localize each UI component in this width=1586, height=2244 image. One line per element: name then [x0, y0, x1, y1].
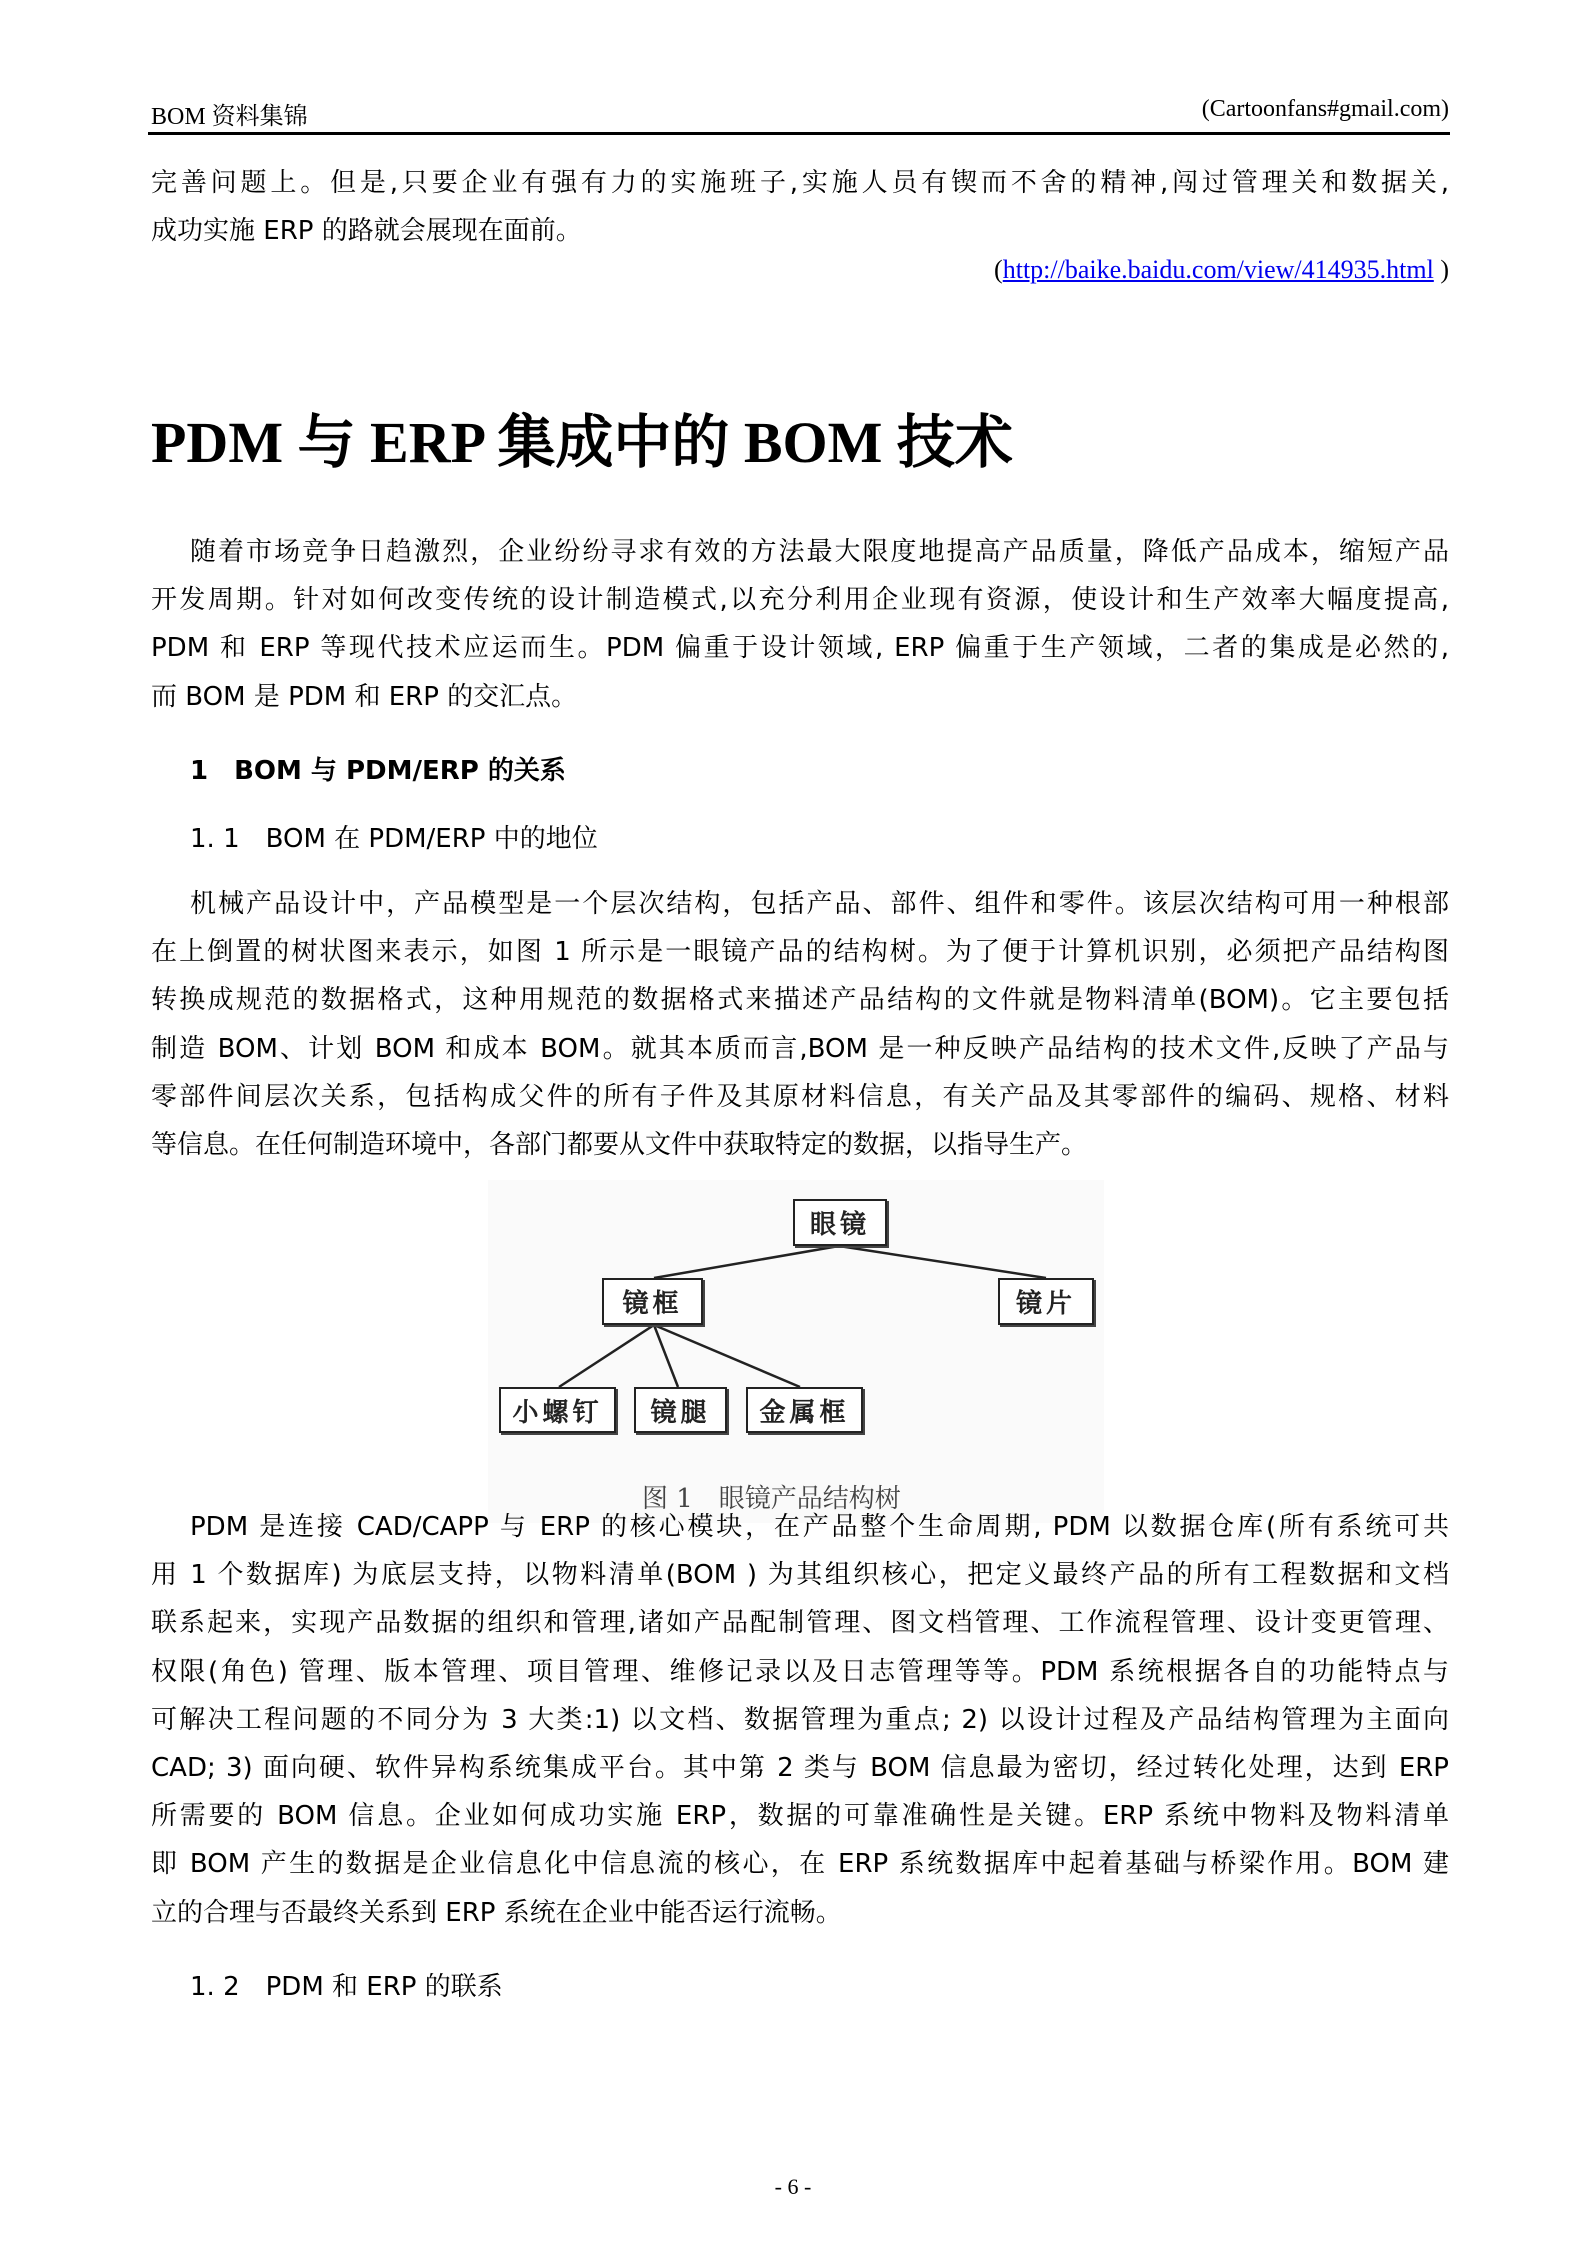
paragraph-line: 即 BOM 产生的数据是企业信息化中信息流的核心，在 ERP 系统数据库中起着基础与桥梁作用。BOM 建	[151, 1849, 1449, 1880]
node-metal-frame: 金属框	[746, 1387, 863, 1433]
edge-root-frame	[654, 1246, 839, 1278]
header-rule	[148, 132, 1450, 135]
paragraph-line: 立的合理与否最终关系到 ERP 系统在企业中能否运行流畅。	[151, 1897, 842, 1928]
node-screw: 小螺钉	[499, 1387, 616, 1433]
paragraph-line: 所需要的 BOM 信息。企业如何成功实施 ERP，数据的可靠准确性是关键。ERP 系统中物料及物料清单	[151, 1801, 1449, 1832]
paragraph-line: 零部件间层次关系，包括构成父件的所有子件及其原材料信息，有关产品及其零部件的编码、规格、材料	[151, 1081, 1449, 1112]
node-frame: 镜框	[602, 1278, 703, 1325]
article-title: PDM 与 ERP 集成中的 BOM 技术	[151, 410, 1013, 475]
source-link[interactable]: http://baike.baidu.com/view/414935.html	[1002, 255, 1434, 284]
intro-line: 成功实施 ERP 的路就会展现在面前。	[151, 216, 582, 246]
node-lens: 镜片	[998, 1278, 1094, 1325]
paragraph-line: 在上倒置的树状图来表示，如图 1 所示是一眼镜产品的结构树。为了便于计算机识别，必须把产品结构图	[151, 937, 1449, 968]
paragraph-line: PDM 是连接 CAD/CAPP 与 ERP 的核心模块，在产品整个生命周期, PDM 以数据仓库(所有系统可共	[190, 1512, 1449, 1542]
edge-frame-metal	[654, 1325, 800, 1387]
paragraph-line: 等信息。在任何制造环境中，各部门都要从文件中获取特定的数据，以指导生产。	[151, 1130, 1088, 1160]
node-root: 眼镜	[793, 1199, 887, 1246]
edge-frame-screw	[559, 1325, 654, 1387]
paren: (	[994, 255, 1003, 284]
figure-caption: 图 1 眼镜产品结构树	[642, 1484, 901, 1514]
figure-eyeglasses-tree	[488, 1180, 1104, 1523]
paragraph-line: 开发周期。针对如何改变传统的设计制造模式,以充分利用企业现有资源，使设计和生产效率大幅度提高,	[151, 585, 1449, 616]
paragraph-line: 联系起来，实现产品数据的组织和管理,诸如产品配制管理、图文档管理、工作流程管理、设计变更管理、	[151, 1608, 1449, 1639]
paragraph-line: 制造 BOM、计划 BOM 和成本 BOM。就其本质而言,BOM 是一种反映产品结构的技术文件,反映了产品与	[151, 1033, 1449, 1064]
section-heading-1-1: 1. 1 BOM 在 PDM/ERP 中的地位	[190, 824, 598, 854]
paragraph-line: 权限(角色) 管理、版本管理、项目管理、维修记录以及日志管理等等。PDM 系统根据各自的功能特点与	[151, 1656, 1449, 1687]
node-leg: 镜腿	[634, 1387, 727, 1433]
paragraph-line: CAD; 3) 面向硬、软件异构系统集成平台。其中第 2 类与 BOM 信息最为密切，经过转化处理，达到 ERP	[151, 1753, 1449, 1783]
paragraph-line: 随着市场竞争日趋激烈，企业纷纷寻求有效的方法最大限度地提高产品质量，降低产品成本，缩短产品	[190, 537, 1449, 567]
paragraph-line: PDM 和 ERP 等现代技术应运而生。PDM 偏重于设计领域, ERP 偏重于生产领域，二者的集成是必然的,	[151, 633, 1449, 664]
paragraph-line: 转换成规范的数据格式，这种用规范的数据格式来描述产品结构的文件就是物料清单(BOM)。它主要包括	[151, 985, 1449, 1016]
source-citation	[994, 255, 1449, 285]
paragraph-line: 可解决工程问题的不同分为 3 大类:1) 以文档、数据管理为重点; 2) 以设计过程及产品结构管理为主面向	[151, 1704, 1449, 1735]
section-heading-1: 1 BOM 与 PDM/ERP 的关系	[190, 756, 566, 786]
edge-root-lens	[839, 1246, 1046, 1278]
header-right: (Cartoonfans#gmail.com)	[1201, 96, 1449, 122]
paragraph-line: 机械产品设计中，产品模型是一个层次结构，包括产品、部件、组件和零件。该层次结构可用一种根部	[190, 889, 1449, 919]
header-left: BOM 资料集锦	[151, 104, 308, 130]
paragraph-line: 用 1 个数据库) 为底层支持，以物料清单(BOM ) 为其组织核心，把定义最终产品的所有工程数据和文档	[151, 1560, 1449, 1591]
section-heading-1-2: 1. 2 PDM 和 ERP 的联系	[190, 1972, 503, 2002]
paragraph-line: 而 BOM 是 PDM 和 ERP 的交汇点。	[151, 681, 578, 712]
page-number: - 6 -	[774, 2174, 812, 2199]
paren: )	[1433, 255, 1449, 284]
intro-line: 完善问题上。但是,只要企业有强有力的实施班子,实施人员有锲而不舍的精神,闯过管理关和数据关,	[151, 168, 1449, 198]
